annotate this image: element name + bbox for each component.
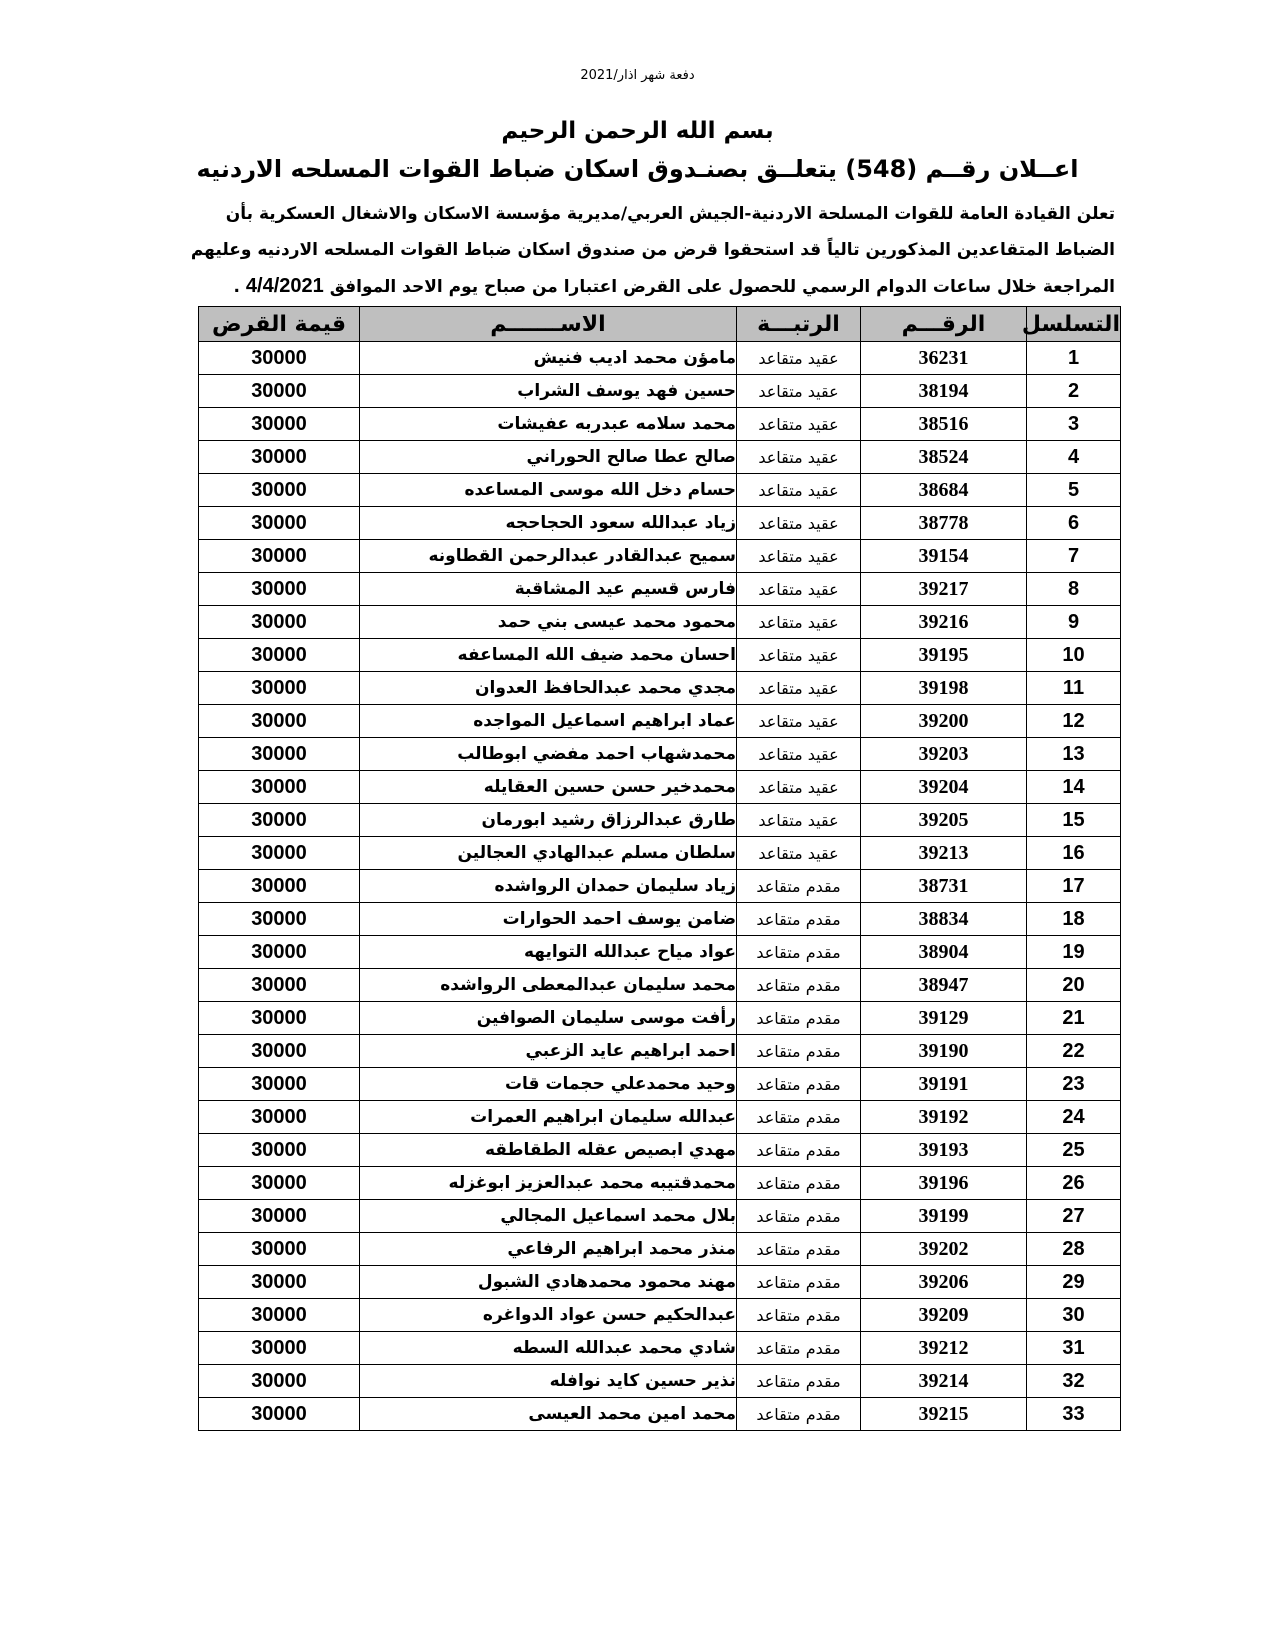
cell-rank: مقدم متقاعد bbox=[737, 1266, 861, 1299]
cell-rank: مقدم متقاعد bbox=[737, 1398, 861, 1431]
header-amount: قيمة القرض bbox=[199, 307, 360, 342]
table-row bbox=[199, 507, 1121, 540]
cell-seq: 2 bbox=[1027, 375, 1121, 408]
table-row bbox=[199, 441, 1121, 474]
cell-amount: 30000 bbox=[199, 903, 360, 936]
table-row bbox=[199, 408, 1121, 441]
cell-number: 38524 bbox=[861, 441, 1027, 474]
table-row bbox=[199, 606, 1121, 639]
cell-amount: 30000 bbox=[199, 936, 360, 969]
cell-seq: 11 bbox=[1027, 672, 1121, 705]
cell-amount: 30000 bbox=[199, 540, 360, 573]
table-header-row bbox=[199, 307, 1121, 342]
cell-seq: 1 bbox=[1027, 342, 1121, 375]
table-row bbox=[199, 771, 1121, 804]
cell-number: 39191 bbox=[861, 1068, 1027, 1101]
cell-name: وحيد محمدعلي حجمات قات bbox=[360, 1068, 737, 1101]
cell-amount: 30000 bbox=[199, 1035, 360, 1068]
top-note: دفعة شهر اذار/2021 bbox=[580, 68, 695, 83]
cell-rank: مقدم متقاعد bbox=[737, 1002, 861, 1035]
table-row bbox=[199, 540, 1121, 573]
cell-rank: عقيد متقاعد bbox=[737, 408, 861, 441]
table-row bbox=[199, 1134, 1121, 1167]
cell-number: 39190 bbox=[861, 1035, 1027, 1068]
cell-amount: 30000 bbox=[199, 1266, 360, 1299]
table-row bbox=[199, 1332, 1121, 1365]
loan-table bbox=[198, 306, 1121, 1431]
cell-number: 39213 bbox=[861, 837, 1027, 870]
cell-amount: 30000 bbox=[199, 1200, 360, 1233]
cell-amount: 30000 bbox=[199, 474, 360, 507]
cell-number: 39205 bbox=[861, 804, 1027, 837]
cell-number: 39195 bbox=[861, 639, 1027, 672]
table-row bbox=[199, 1266, 1121, 1299]
cell-amount: 30000 bbox=[199, 738, 360, 771]
header-rank: الرتبـــة bbox=[737, 307, 861, 342]
cell-number: 39154 bbox=[861, 540, 1027, 573]
table-row bbox=[199, 672, 1121, 705]
cell-seq: 20 bbox=[1027, 969, 1121, 1002]
cell-number: 39129 bbox=[861, 1002, 1027, 1035]
cell-amount: 30000 bbox=[199, 771, 360, 804]
cell-amount: 30000 bbox=[199, 1398, 360, 1431]
table-row bbox=[199, 1398, 1121, 1431]
cell-number: 39214 bbox=[861, 1365, 1027, 1398]
cell-seq: 30 bbox=[1027, 1299, 1121, 1332]
table-row bbox=[199, 1068, 1121, 1101]
cell-number: 39215 bbox=[861, 1398, 1027, 1431]
cell-number: 39198 bbox=[861, 672, 1027, 705]
cell-number: 38834 bbox=[861, 903, 1027, 936]
cell-name: مهدي ابصيص عقله الطقاطقه bbox=[360, 1134, 737, 1167]
table-row bbox=[199, 474, 1121, 507]
cell-amount: 30000 bbox=[199, 375, 360, 408]
cell-seq: 28 bbox=[1027, 1233, 1121, 1266]
cell-amount: 30000 bbox=[199, 1068, 360, 1101]
cell-amount: 30000 bbox=[199, 1365, 360, 1398]
cell-rank: مقدم متقاعد bbox=[737, 1035, 861, 1068]
header-name: الاســـــــم bbox=[360, 307, 737, 342]
cell-rank: عقيد متقاعد bbox=[737, 804, 861, 837]
cell-name: محمدخير حسن حسين العقايله bbox=[360, 771, 737, 804]
cell-seq: 33 bbox=[1027, 1398, 1121, 1431]
cell-seq: 26 bbox=[1027, 1167, 1121, 1200]
cell-number: 39200 bbox=[861, 705, 1027, 738]
cell-seq: 23 bbox=[1027, 1068, 1121, 1101]
cell-rank: عقيد متقاعد bbox=[737, 738, 861, 771]
cell-name: طارق عبدالرزاق رشيد ابورمان bbox=[360, 804, 737, 837]
table-row bbox=[199, 573, 1121, 606]
cell-name: سميح عبدالقادر عبدالرحمن القطاونه bbox=[360, 540, 737, 573]
cell-name: احمد ابراهيم عايد الزعبي bbox=[360, 1035, 737, 1068]
cell-seq: 12 bbox=[1027, 705, 1121, 738]
table-row bbox=[199, 375, 1121, 408]
cell-name: عماد ابراهيم اسماعيل المواجده bbox=[360, 705, 737, 738]
cell-number: 38516 bbox=[861, 408, 1027, 441]
cell-name: زياد عبدالله سعود الحجاحجه bbox=[360, 507, 737, 540]
cell-seq: 3 bbox=[1027, 408, 1121, 441]
cell-amount: 30000 bbox=[199, 705, 360, 738]
cell-number: 39212 bbox=[861, 1332, 1027, 1365]
cell-amount: 30000 bbox=[199, 408, 360, 441]
cell-amount: 30000 bbox=[199, 1299, 360, 1332]
cell-rank: عقيد متقاعد bbox=[737, 837, 861, 870]
cell-name: مهند محمود محمدهادي الشبول bbox=[360, 1266, 737, 1299]
cell-name: بلال محمد اسماعيل المجالي bbox=[360, 1200, 737, 1233]
cell-number: 39209 bbox=[861, 1299, 1027, 1332]
cell-seq: 14 bbox=[1027, 771, 1121, 804]
cell-name: عبدالحكيم حسن عواد الدواغره bbox=[360, 1299, 737, 1332]
cell-seq: 17 bbox=[1027, 870, 1121, 903]
cell-rank: عقيد متقاعد bbox=[737, 639, 861, 672]
table-row bbox=[199, 342, 1121, 375]
cell-amount: 30000 bbox=[199, 804, 360, 837]
cell-number: 38731 bbox=[861, 870, 1027, 903]
cell-seq: 21 bbox=[1027, 1002, 1121, 1035]
cell-rank: مقدم متقاعد bbox=[737, 1332, 861, 1365]
cell-seq: 18 bbox=[1027, 903, 1121, 936]
cell-name: احسان محمد ضيف الله المساعفه bbox=[360, 639, 737, 672]
cell-amount: 30000 bbox=[199, 1002, 360, 1035]
cell-amount: 30000 bbox=[199, 1332, 360, 1365]
cell-name: عبدالله سليمان ابراهيم العمرات bbox=[360, 1101, 737, 1134]
basmala: بسم الله الرحمن الرحيم bbox=[501, 118, 774, 144]
announcement-headline: اعــلان رقــم (548) يتعلــق بصنـدوق اسكان ضباط القوات المسلحه الاردنيه bbox=[196, 155, 1079, 183]
cell-name: فارس قسيم عيد المشاقبة bbox=[360, 573, 737, 606]
cell-number: 39217 bbox=[861, 573, 1027, 606]
table-row bbox=[199, 870, 1121, 903]
cell-number: 39199 bbox=[861, 1200, 1027, 1233]
cell-seq: 9 bbox=[1027, 606, 1121, 639]
intro-text: تعلن القيادة العامة للقوات المسلحة الاردنية-الجيش العربي/مديرية مؤسسة الاسكان والاشغال العسكرية بأن الضباط المتقاعدين المذكورين تالياً قد استحقوا قرض من صندوق اسكان ضباط القوات المسلحه الاردنيه وعليهم المراجعة خلال ساعات الدوام الرسمي للحصول على القرض اعتبارا من صباح يوم الاحد الموافق bbox=[190, 204, 1115, 297]
cell-rank: عقيد متقاعد bbox=[737, 705, 861, 738]
cell-seq: 10 bbox=[1027, 639, 1121, 672]
cell-rank: مقدم متقاعد bbox=[737, 903, 861, 936]
cell-rank: عقيد متقاعد bbox=[737, 573, 861, 606]
cell-number: 38947 bbox=[861, 969, 1027, 1002]
cell-seq: 25 bbox=[1027, 1134, 1121, 1167]
cell-seq: 27 bbox=[1027, 1200, 1121, 1233]
table-row bbox=[199, 969, 1121, 1002]
table-row bbox=[199, 705, 1121, 738]
cell-number: 36231 bbox=[861, 342, 1027, 375]
cell-seq: 7 bbox=[1027, 540, 1121, 573]
table-row bbox=[199, 738, 1121, 771]
cell-seq: 16 bbox=[1027, 837, 1121, 870]
cell-seq: 4 bbox=[1027, 441, 1121, 474]
cell-seq: 19 bbox=[1027, 936, 1121, 969]
cell-seq: 31 bbox=[1027, 1332, 1121, 1365]
cell-name: سلطان مسلم عبدالهادي العجالين bbox=[360, 837, 737, 870]
cell-name: حسام دخل الله موسى المساعده bbox=[360, 474, 737, 507]
intro-end: . bbox=[233, 277, 246, 297]
cell-rank: عقيد متقاعد bbox=[737, 375, 861, 408]
cell-name: محمدشهاب احمد مفضي ابوطالب bbox=[360, 738, 737, 771]
table-row bbox=[199, 903, 1121, 936]
header-number: الرقـــم bbox=[861, 307, 1027, 342]
cell-amount: 30000 bbox=[199, 639, 360, 672]
cell-number: 38778 bbox=[861, 507, 1027, 540]
cell-number: 39196 bbox=[861, 1167, 1027, 1200]
cell-rank: مقدم متقاعد bbox=[737, 870, 861, 903]
cell-seq: 32 bbox=[1027, 1365, 1121, 1398]
cell-number: 39216 bbox=[861, 606, 1027, 639]
intro-date: 4/4/2021 bbox=[245, 275, 324, 297]
cell-amount: 30000 bbox=[199, 441, 360, 474]
cell-seq: 8 bbox=[1027, 573, 1121, 606]
cell-number: 39202 bbox=[861, 1233, 1027, 1266]
cell-name: مامؤن محمد اديب فنيش bbox=[360, 342, 737, 375]
table-row bbox=[199, 1035, 1121, 1068]
cell-amount: 30000 bbox=[199, 606, 360, 639]
cell-number: 38684 bbox=[861, 474, 1027, 507]
table-row bbox=[199, 1299, 1121, 1332]
cell-rank: عقيد متقاعد bbox=[737, 441, 861, 474]
table-row bbox=[199, 1233, 1121, 1266]
cell-amount: 30000 bbox=[199, 870, 360, 903]
cell-amount: 30000 bbox=[199, 342, 360, 375]
cell-name: ضامن يوسف احمد الحوارات bbox=[360, 903, 737, 936]
table-row bbox=[199, 837, 1121, 870]
cell-number: 38904 bbox=[861, 936, 1027, 969]
cell-rank: مقدم متقاعد bbox=[737, 936, 861, 969]
table-row bbox=[199, 1167, 1121, 1200]
cell-rank: مقدم متقاعد bbox=[737, 1233, 861, 1266]
cell-name: عواد مياح عبدالله التوايهه bbox=[360, 936, 737, 969]
cell-name: رأفت موسى سليمان الصوافين bbox=[360, 1002, 737, 1035]
table-row bbox=[199, 1200, 1121, 1233]
cell-rank: مقدم متقاعد bbox=[737, 1068, 861, 1101]
cell-name: محمد امين محمد العيسى bbox=[360, 1398, 737, 1431]
cell-number: 39192 bbox=[861, 1101, 1027, 1134]
cell-rank: مقدم متقاعد bbox=[737, 1167, 861, 1200]
table-row bbox=[199, 936, 1121, 969]
cell-number: 39206 bbox=[861, 1266, 1027, 1299]
cell-rank: مقدم متقاعد bbox=[737, 1299, 861, 1332]
cell-rank: مقدم متقاعد bbox=[737, 1134, 861, 1167]
cell-rank: عقيد متقاعد bbox=[737, 540, 861, 573]
cell-amount: 30000 bbox=[199, 573, 360, 606]
table-row bbox=[199, 1002, 1121, 1035]
table-row bbox=[199, 639, 1121, 672]
cell-amount: 30000 bbox=[199, 1167, 360, 1200]
cell-rank: عقيد متقاعد bbox=[737, 672, 861, 705]
cell-number: 39203 bbox=[861, 738, 1027, 771]
cell-number: 38194 bbox=[861, 375, 1027, 408]
cell-rank: عقيد متقاعد bbox=[737, 771, 861, 804]
cell-name: محمد سليمان عبدالمعطى الرواشده bbox=[360, 969, 737, 1002]
cell-rank: عقيد متقاعد bbox=[737, 606, 861, 639]
cell-rank: مقدم متقاعد bbox=[737, 1200, 861, 1233]
cell-name: منذر محمد ابراهيم الرفاعي bbox=[360, 1233, 737, 1266]
cell-number: 39193 bbox=[861, 1134, 1027, 1167]
cell-name: محمد سلامه عبدربه عفيشات bbox=[360, 408, 737, 441]
table-row bbox=[199, 1101, 1121, 1134]
cell-seq: 15 bbox=[1027, 804, 1121, 837]
table-row bbox=[199, 804, 1121, 837]
cell-rank: عقيد متقاعد bbox=[737, 342, 861, 375]
cell-amount: 30000 bbox=[199, 1233, 360, 1266]
cell-rank: مقدم متقاعد bbox=[737, 1365, 861, 1398]
cell-name: حسين فهد يوسف الشراب bbox=[360, 375, 737, 408]
cell-seq: 5 bbox=[1027, 474, 1121, 507]
header-seq: التسلسل bbox=[1027, 307, 1121, 342]
cell-amount: 30000 bbox=[199, 507, 360, 540]
cell-rank: عقيد متقاعد bbox=[737, 474, 861, 507]
cell-rank: مقدم متقاعد bbox=[737, 969, 861, 1002]
cell-name: مجدي محمد عبدالحافظ العدوان bbox=[360, 672, 737, 705]
cell-seq: 24 bbox=[1027, 1101, 1121, 1134]
cell-rank: عقيد متقاعد bbox=[737, 507, 861, 540]
cell-amount: 30000 bbox=[199, 1134, 360, 1167]
cell-number: 39204 bbox=[861, 771, 1027, 804]
announcement-intro bbox=[190, 196, 1115, 305]
cell-name: زياد سليمان حمدان الرواشده bbox=[360, 870, 737, 903]
cell-name: محمود محمد عيسى بني حمد bbox=[360, 606, 737, 639]
cell-rank: مقدم متقاعد bbox=[737, 1101, 861, 1134]
cell-amount: 30000 bbox=[199, 837, 360, 870]
cell-name: نذير حسين كايد نوافله bbox=[360, 1365, 737, 1398]
cell-amount: 30000 bbox=[199, 672, 360, 705]
table-body bbox=[199, 342, 1121, 1431]
cell-amount: 30000 bbox=[199, 1101, 360, 1134]
cell-seq: 22 bbox=[1027, 1035, 1121, 1068]
cell-name: صالح عطا صالح الحوراني bbox=[360, 441, 737, 474]
cell-name: شادي محمد عبدالله السطه bbox=[360, 1332, 737, 1365]
cell-name: محمدقتيبه محمد عبدالعزيز ابوغزله bbox=[360, 1167, 737, 1200]
cell-amount: 30000 bbox=[199, 969, 360, 1002]
table-row bbox=[199, 1365, 1121, 1398]
cell-seq: 6 bbox=[1027, 507, 1121, 540]
cell-seq: 29 bbox=[1027, 1266, 1121, 1299]
cell-seq: 13 bbox=[1027, 738, 1121, 771]
